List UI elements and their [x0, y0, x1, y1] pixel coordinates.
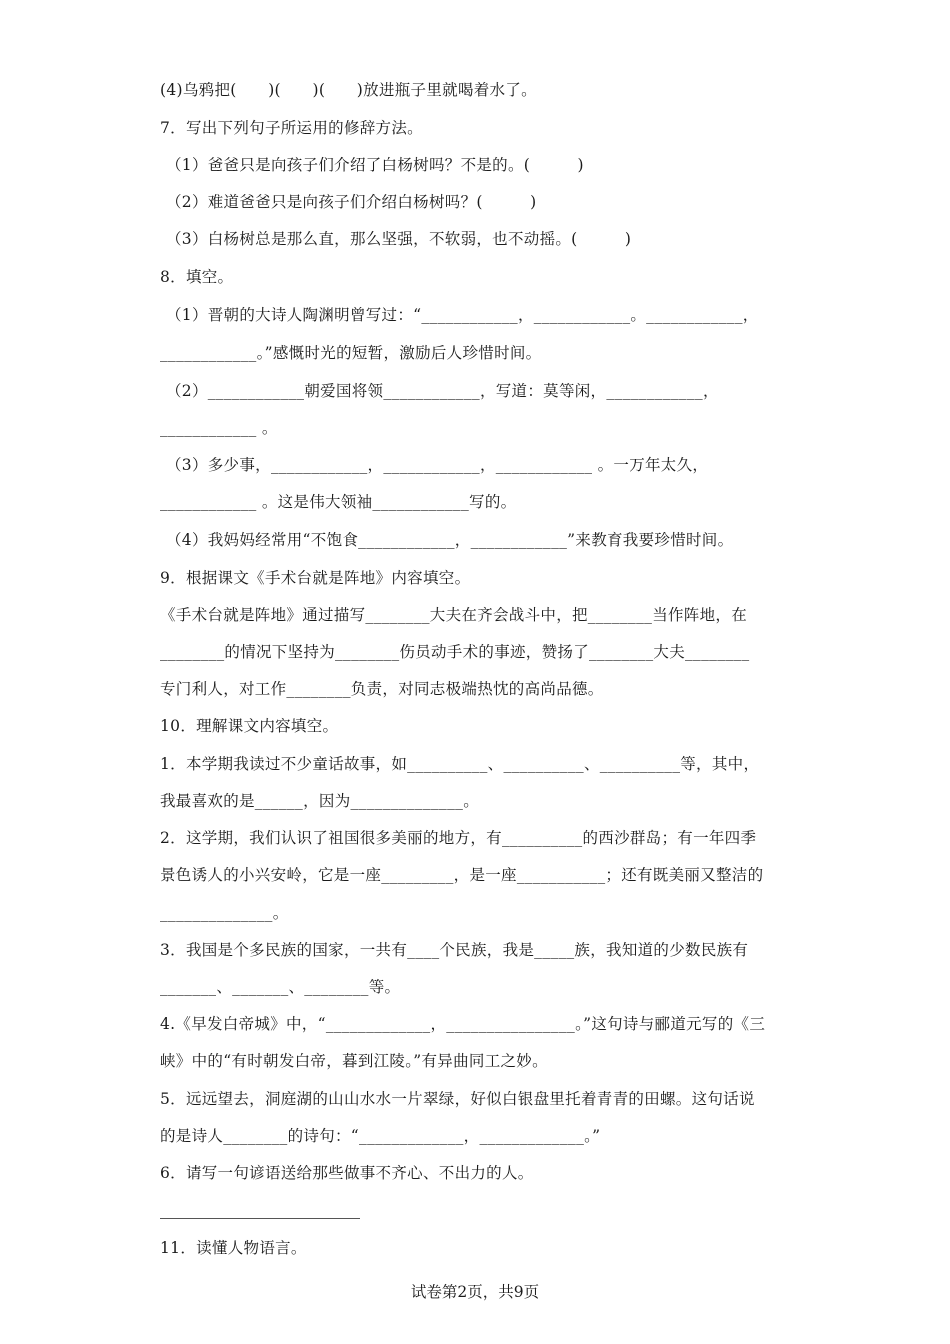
q10-item-4-line-2: 峡》中的“有时朝发白帝，暮到江陵。”有异曲同工之妙。 — [160, 1052, 548, 1070]
q11-heading: 11．读懂人物语言。 — [160, 1239, 307, 1257]
q10-item-2-line-1: 2．这学期，我们认识了祖国很多美丽的地方，有__________的西沙群岛；有一年四季 — [160, 829, 757, 847]
q7-heading: 7．写出下列句子所运用的修辞方法。 — [160, 119, 423, 137]
q10-item-2-line-2: 景色诱人的小兴安岭，它是一座_________，是一座___________；还有既美丽又整洁的 — [160, 866, 764, 884]
q9-text-line-3: 专门利人，对工作________负责，对同志极端热忱的高尚品德。 — [160, 680, 604, 698]
q7-item-2: （2）难道爸爸只是向孩子们介绍白杨树吗？( ) — [166, 193, 537, 211]
q7-item-1: （1）爸爸只是向孩子们介绍了白杨树吗？不是的。( ) — [166, 156, 584, 174]
page-footer: 试卷第2页，共9页 — [410, 1283, 540, 1301]
q10-item-1-line-1: 1．本学期我读过不少童话故事，如__________、__________、__________等，其中， — [160, 755, 760, 773]
q10-item-6: 6．请写一句谚语送给那些做事不齐心、不出力的人。 — [160, 1164, 534, 1182]
q8-item-1-line-1: （1）晋朝的大诗人陶渊明曾写过：“____________，____________。____________， — [166, 306, 759, 324]
q10-item-4-line-1: 4.《早发白帝城》中，“_____________，________________。”这句诗与郦道元写的《三 — [160, 1015, 766, 1033]
q8-item-2-line-1: （2）____________朝爱国将领____________，写道：莫等闲，____________， — [166, 382, 719, 400]
q9-text-line-1: 《手术台就是阵地》通过描写________大夫在齐会战斗中，把________当作阵地，在 — [160, 606, 748, 624]
q9-heading: 9．根据课文《手术台就是阵地》内容填空。 — [160, 569, 471, 587]
q10-item-5-line-1: 5．远远望去，洞庭湖的山山水水一片翠绿，好似白银盘里托着青青的田螺。这句话说 — [160, 1090, 755, 1108]
q10-item-3-line-2: _______、_______、________等。 — [160, 978, 401, 996]
q7-item-3: （3）白杨树总是那么直，那么坚强，不软弱，也不动摇。( ) — [166, 230, 632, 248]
q10-heading: 10．理解课文内容填空。 — [160, 717, 339, 735]
q8-heading: 8．填空。 — [160, 268, 234, 286]
q10-item-3-line-1: 3．我国是个多民族的国家，一共有____个民族，我是_____族，我知道的少数民族有 — [160, 941, 749, 959]
q10-item-1-line-2: 我最喜欢的是______，因为______________。 — [160, 792, 480, 810]
q10-item-5-line-2: 的是诗人________的诗句：“_____________，_____________。” — [160, 1127, 601, 1145]
q8-item-4: （4）我妈妈经常用“不饱食____________，____________”来教育我要珍惜时间。 — [166, 531, 734, 549]
q10-item-2-line-3: ______________。 — [160, 904, 289, 922]
q6-item-4: (4)乌鸦把( )( )( )放进瓶子里就喝着水了。 — [160, 81, 537, 99]
q8-item-2-line-2: ____________ 。 — [160, 419, 278, 437]
q9-text-line-2: ________的情况下坚持为________伤员动手术的事迹，赞扬了________大夫________ — [160, 643, 750, 661]
q8-item-3-line-2: ____________ 。这是伟大领袖____________写的。 — [160, 493, 517, 511]
answer-line — [160, 1218, 360, 1219]
q8-item-1-line-2: ____________。”感慨时光的短暂，激励后人珍惜时间。 — [160, 344, 542, 362]
q8-item-3-line-1: （3）多少事，____________，____________，____________ 。一万年太久， — [166, 456, 709, 474]
